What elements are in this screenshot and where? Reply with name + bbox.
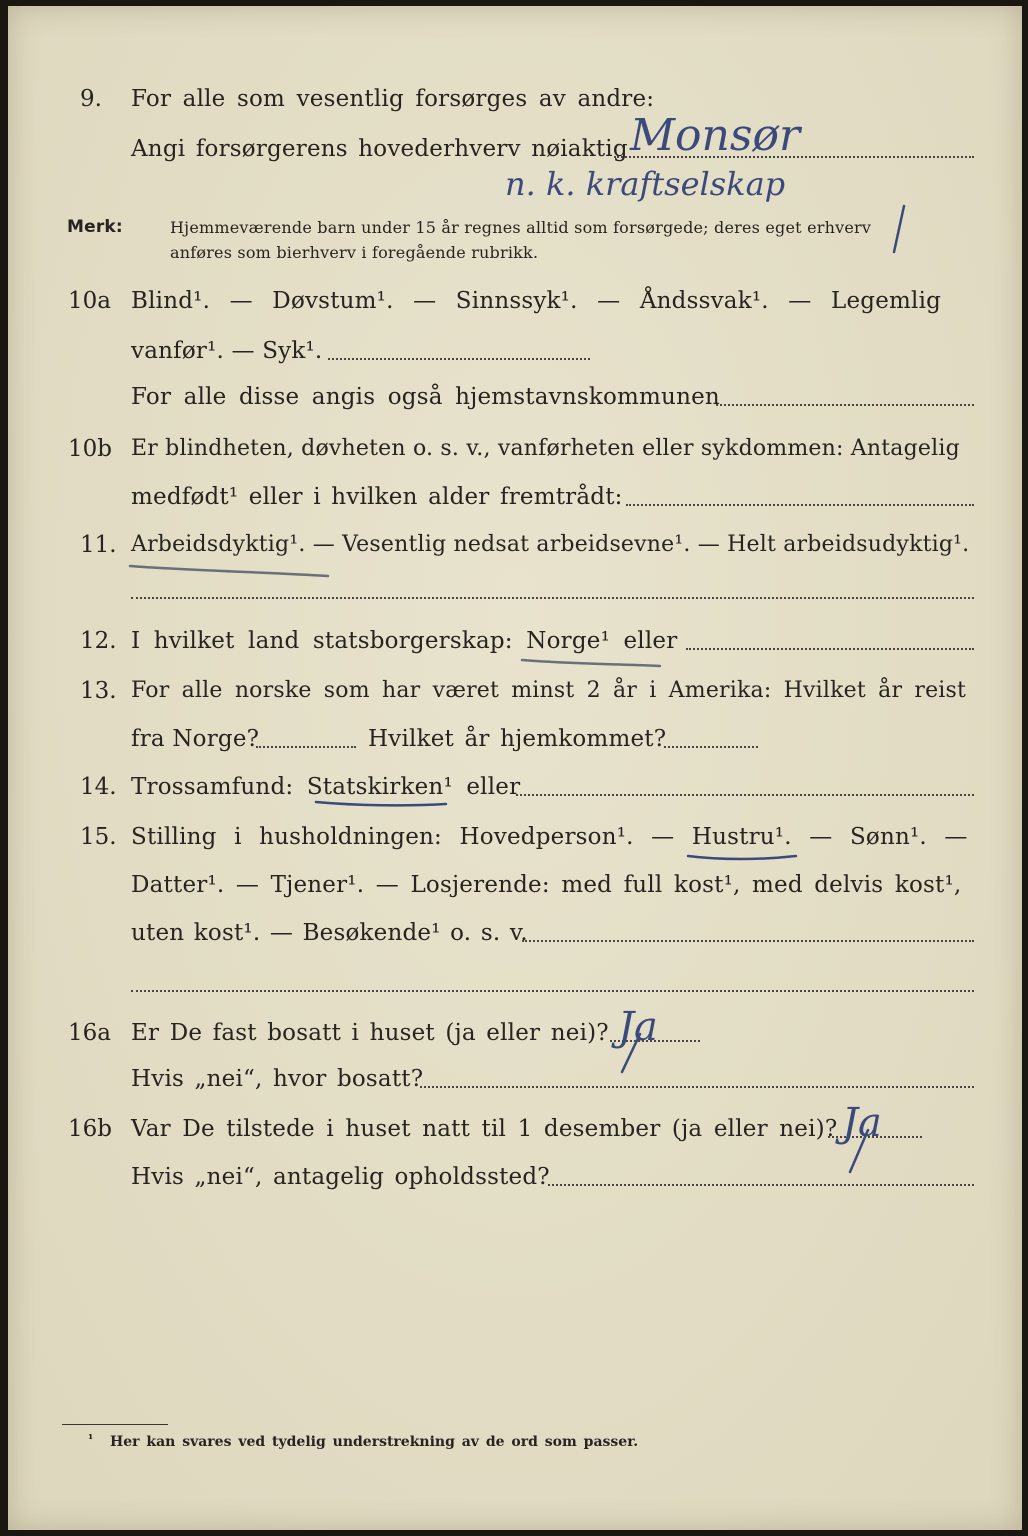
q15-line2: Datter¹. — Tjener¹. — Losjerende: med full kost¹, med delvis kost¹, <box>131 872 962 898</box>
q10a-line2: vanfør¹. — Syk¹. <box>131 338 323 364</box>
pen-stroke-16a <box>622 1034 640 1072</box>
pen-stroke-16b <box>850 1130 868 1172</box>
underline-hustru <box>688 856 796 859</box>
q16a-number: 16a <box>68 1020 111 1046</box>
footnote-mark: ¹ <box>88 1432 94 1446</box>
q15-line1: Stilling i husholdningen: Hovedperson¹. — Hustru¹. — Sønn¹. — <box>131 824 968 850</box>
q9-handwritten-employer: n. k. kraftselskap <box>505 165 786 203</box>
q9-number: 9. <box>80 86 102 112</box>
merk-line2: anføres som bierhverv i foregående rubrikk. <box>170 243 539 262</box>
q16a-handwritten-answer: Ja <box>618 1004 658 1050</box>
pen-stroke-merk <box>894 206 904 252</box>
q16a-line1: Er De fast bosatt i huset (ja eller nei)? <box>131 1020 609 1046</box>
underline-statskirken <box>316 802 446 805</box>
q11-number: 11. <box>80 532 117 558</box>
merk-line1: Hjemmeværende barn under 15 år regnes alltid som forsørgede; deres eget erhverv <box>170 218 872 237</box>
q15-line3: uten kost¹. — Besøkende¹ o. s. v. <box>131 920 528 946</box>
q9-handwritten-occupation: Monsør <box>630 110 800 161</box>
q9-line2: Angi forsørgerens hovederhverv nøiaktig <box>131 136 628 162</box>
q14-line1: Trossamfund: Statskirken¹ eller <box>131 774 521 800</box>
q12-line1: I hvilket land statsborgerskap: Norge¹ eller <box>131 628 678 654</box>
q16b-number: 16b <box>68 1116 112 1142</box>
q10b-number: 10b <box>68 436 112 462</box>
q13-line2b: Hvilket år hjemkommet? <box>368 726 667 752</box>
q11-line1: Arbeidsdyktig¹. — Vesentlig nedsat arbeidsevne¹. — Helt arbeidsudyktig¹. <box>131 532 970 557</box>
q10a-line3: For alle disse angis også hjemstavnskommunen <box>131 384 720 410</box>
q10a-line1: Blind¹. — Døvstum¹. — Sinnssyk¹. — Åndssvak¹. — Legemlig <box>131 288 942 314</box>
underline-norge <box>522 660 660 666</box>
q16b-handwritten-answer: Ja <box>842 1100 882 1146</box>
q16a-line2: Hvis „nei“, hvor bosatt? <box>131 1066 424 1092</box>
q16b-line1: Var De tilstede i huset natt til 1 desember (ja eller nei)? <box>131 1116 838 1142</box>
q9-line1: For alle som vesentlig forsørges av andre: <box>131 86 655 112</box>
q12-number: 12. <box>80 628 117 654</box>
q13-line1: For alle norske som har været minst 2 år i Amerika: Hvilket år reist <box>131 678 967 703</box>
q10b-line1: Er blindheten, døvheten o. s. v., vanførheten eller sykdommen: Antagelig <box>131 436 960 461</box>
underline-arbeidsdyktig <box>130 566 328 576</box>
q16b-line2: Hvis „nei“, antagelig opholdssted? <box>131 1164 550 1190</box>
footnote-text: Her kan svares ved tydelig understrekning av de ord som passer. <box>110 1434 639 1450</box>
q13-line2a: fra Norge? <box>131 726 260 752</box>
q15-number: 15. <box>80 824 117 850</box>
merk-label: Merk: <box>67 217 123 237</box>
q14-number: 14. <box>80 774 117 800</box>
q10a-number: 10a <box>68 288 111 314</box>
q13-number: 13. <box>80 678 117 704</box>
q10b-line2: medfødt¹ eller i hvilken alder fremtrådt: <box>131 484 623 510</box>
